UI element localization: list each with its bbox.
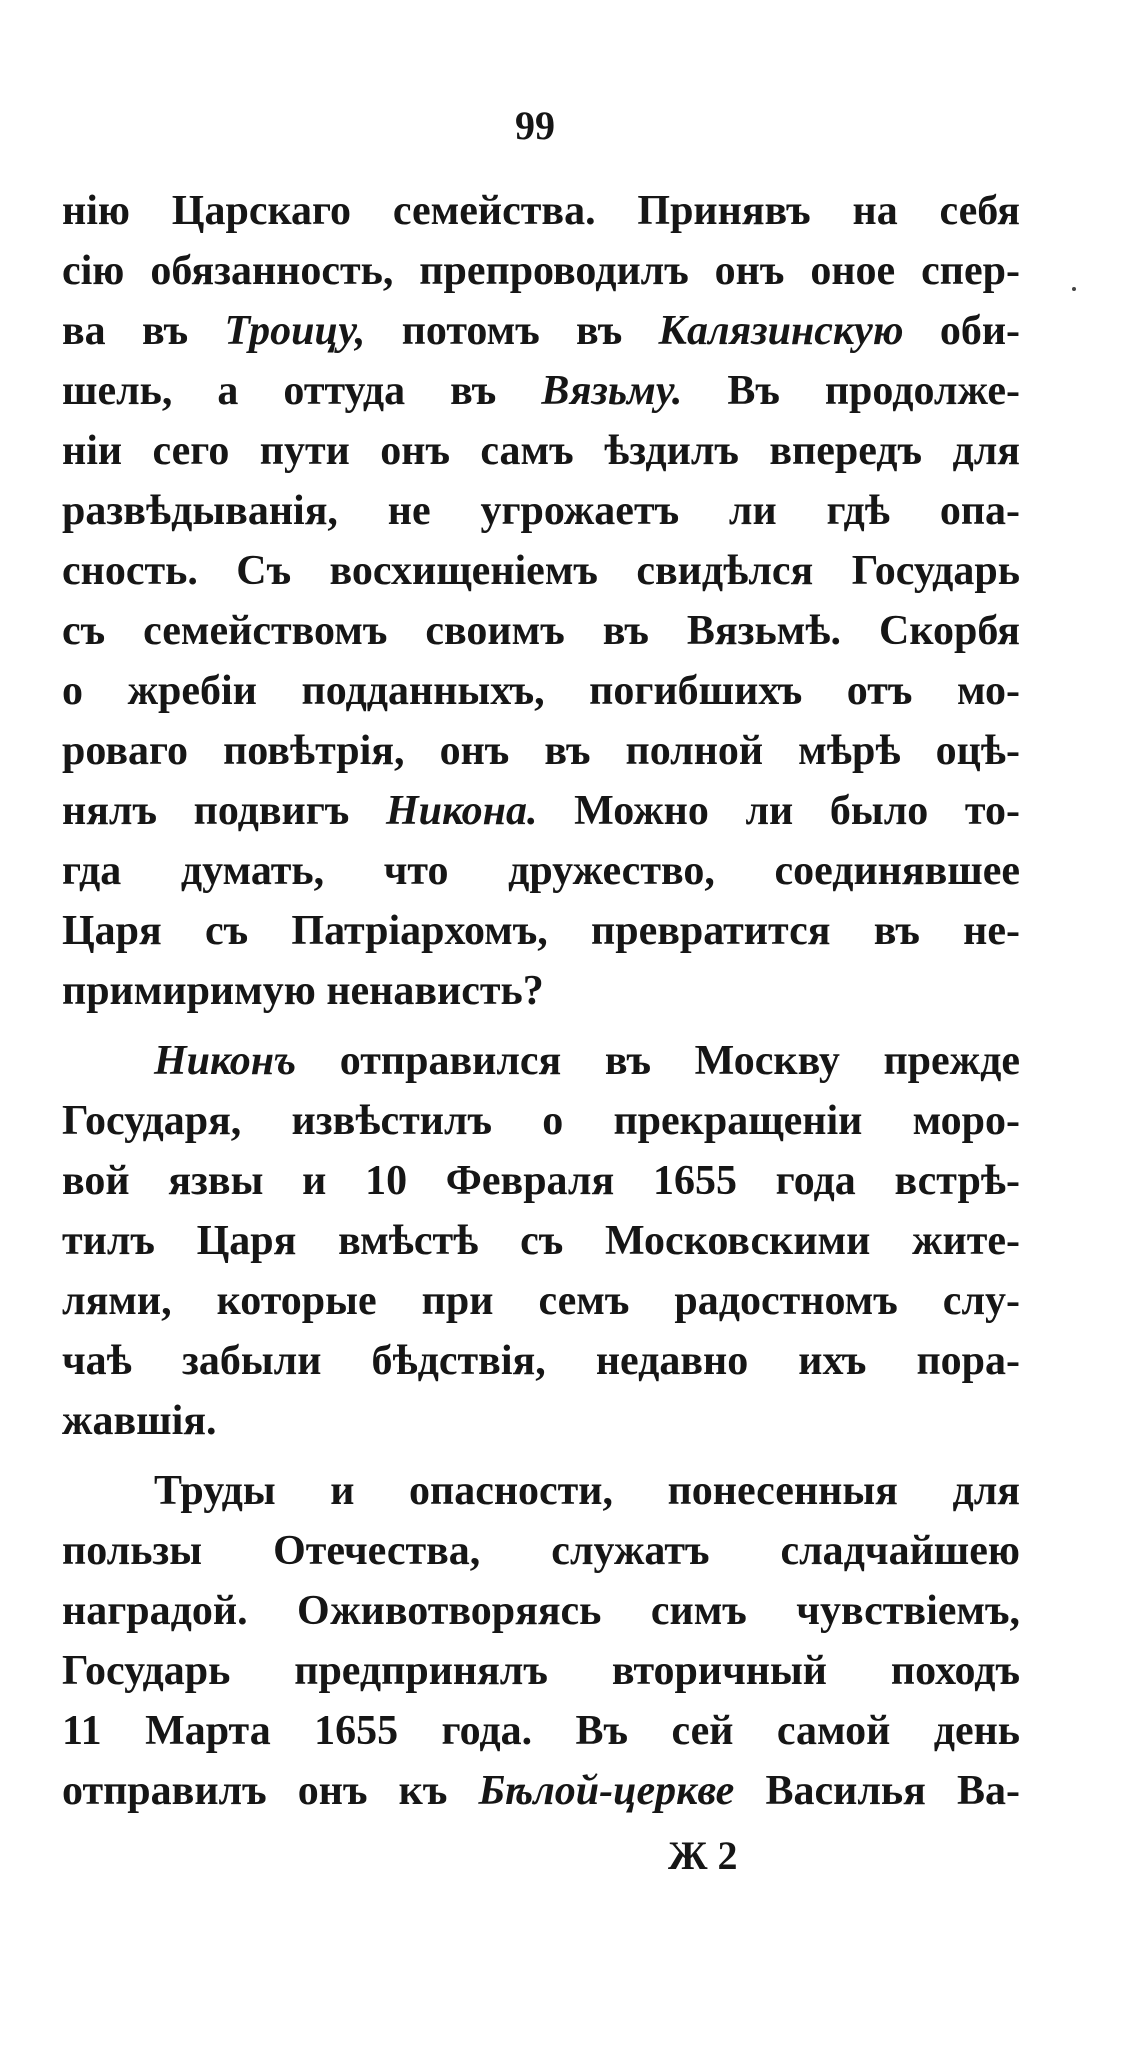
- text-line: тилъ Царя вмѣстѣ съ Московскими жите-: [62, 1218, 1020, 1264]
- italic-name: Бѣлой-церкве: [478, 1768, 735, 1814]
- text-run: шель, а оттуда въ: [62, 368, 542, 414]
- text-run: оби-: [903, 308, 1021, 354]
- text-line: жавшія.: [62, 1398, 217, 1444]
- text-line: вой язвы и 10 Февраля 1655 года встрѣ-: [62, 1158, 1020, 1204]
- text-run: отправилъ онъ къ: [62, 1768, 479, 1814]
- text-line: ніи сего пути онъ самъ ѣздилъ впередъ для: [62, 428, 1020, 474]
- italic-name: Никонъ: [154, 1038, 297, 1084]
- text-run: потомъ въ: [365, 308, 659, 354]
- text-line: сію обязанность, препроводилъ онъ оное спер-: [62, 248, 1020, 294]
- text-line: съ семействомъ своимъ въ Вязьмѣ. Скорбя: [62, 608, 1020, 654]
- text-line: 11 Марта 1655 года. Въ сей самой день: [62, 1708, 1020, 1754]
- text-run: Въ продолже-: [682, 368, 1020, 414]
- text-line: [62, 1770, 1020, 1812]
- printer-signature: Ж 2: [668, 1833, 738, 1878]
- text-line: [62, 790, 1020, 832]
- text-line: [154, 1040, 1020, 1082]
- text-line: лями, которые при семъ радостномъ слу-: [62, 1278, 1020, 1324]
- italic-name: Калязинскую: [658, 308, 904, 354]
- text-line: сность. Съ восхищеніемъ свидѣлся Государь: [62, 548, 1020, 594]
- page-number: 99: [515, 103, 555, 148]
- italic-name: Вязьму.: [541, 368, 683, 414]
- text-run: ва въ: [62, 308, 225, 354]
- text-line: Труды и опасности, понесенныя для: [154, 1468, 1020, 1514]
- italic-name: Троицу,: [224, 308, 366, 354]
- text-line: Государь предпринялъ вторичный походъ: [62, 1648, 1020, 1694]
- text-line: роваго повѣтрія, онъ въ полной мѣрѣ оцѣ-: [62, 728, 1020, 774]
- text-line: наградой. Оживотворяясь симъ чувствіемъ,: [62, 1588, 1020, 1634]
- text-run: отправился въ Москву прежде: [296, 1038, 1020, 1084]
- text-line: Государя, извѣстилъ о прекращеніи моро-: [62, 1098, 1020, 1144]
- text-line: чаѣ забыли бѣдствія, недавно ихъ пора-: [62, 1338, 1020, 1384]
- text-line: гда думать, что дружество, соединявшее: [62, 848, 1020, 894]
- text-line: развѣдыванія, не угрожаетъ ли гдѣ опа-: [62, 488, 1020, 534]
- italic-name: Никона.: [385, 788, 538, 834]
- text-line: нію Царскаго семейства. Принявъ на себя: [62, 188, 1020, 234]
- text-line: [62, 370, 1020, 412]
- text-line: [62, 310, 1020, 352]
- text-run: Можно ли было то-: [537, 788, 1020, 834]
- text-run: нялъ подвигъ: [62, 788, 386, 834]
- text-line: о жребіи подданныхъ, погибшихъ отъ мо-: [62, 668, 1020, 714]
- ink-speck: [1072, 287, 1076, 291]
- text-line: примиримую ненависть?: [62, 968, 544, 1014]
- text-line: пользы Отечества, служатъ сладчайшею: [62, 1528, 1020, 1574]
- text-line: Царя съ Патріархомъ, превратится въ не-: [62, 908, 1020, 954]
- text-run: Василья Ва-: [734, 1768, 1021, 1814]
